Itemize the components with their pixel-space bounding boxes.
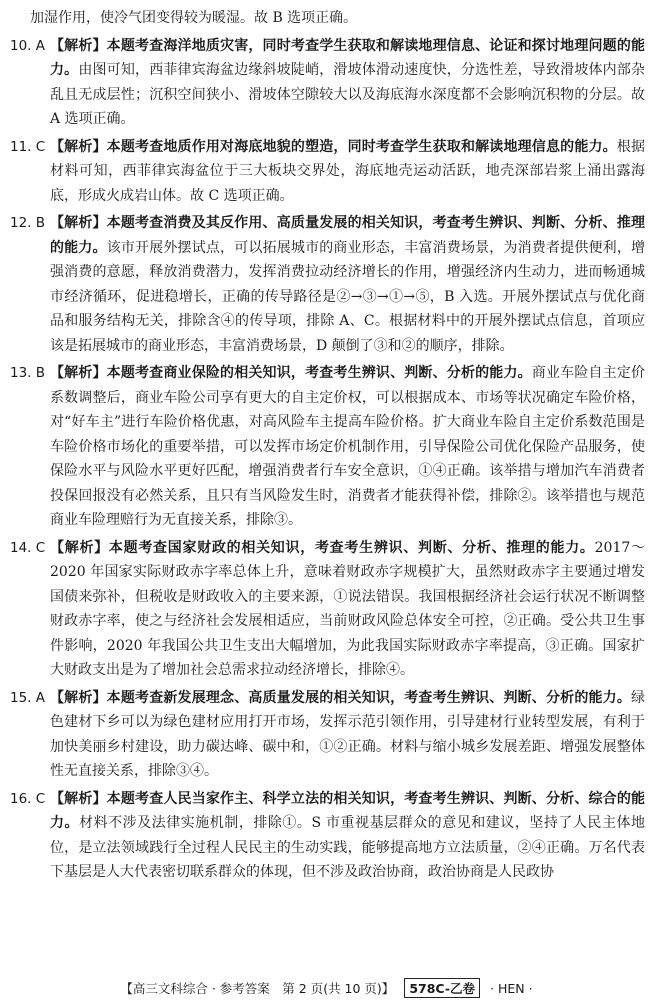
answer-item	[10, 536, 645, 683]
answer-explanation	[50, 34, 645, 132]
answer-number: 12. B	[10, 215, 46, 231]
exam-code-badge: 578C-乙卷	[404, 978, 480, 998]
answer-explanation	[50, 211, 645, 358]
answer-explanation	[50, 686, 645, 784]
answer-number: 11. C	[10, 138, 46, 155]
answer-number: 16. C	[10, 790, 46, 807]
answer-number: 13. B	[10, 365, 46, 381]
answer-explanation	[50, 787, 645, 885]
answer-explanation	[50, 536, 645, 683]
answer-number: 10. A	[10, 37, 45, 54]
explanation-lead: 【解析】本题考查消费及其反作用、高质量发展的相关知识，考查考生辨识、判断、分析、推理的能力。	[50, 215, 645, 256]
answer-item	[10, 34, 645, 132]
answer-item	[10, 211, 645, 358]
answer-item	[10, 686, 645, 784]
explanation-lead: 【解析】本题考查商业保险的相关知识，考查考生辨识、判断、分析的能力。	[50, 365, 532, 381]
answer-item	[10, 787, 645, 885]
answer-item	[10, 135, 645, 209]
explanation-text: 绿色建材下乡可以为绿色建材应用打开市场，发挥示范引领作用，引导建材行业转型发展，有利于加快美丽乡村建设，助力碳达峰、碳中和，①②正确。材料与缩小城乡发展差距、增强发展整体性无直接关系，排除③④。	[50, 689, 645, 779]
explanation-text: 根据材料可知，西菲律宾海盆位于三大板块交界处，海底地壳运动活跃，地壳深部岩浆上涌出露海底，形成火成岩山体。故 C 选项正确。	[50, 138, 645, 204]
explanation-lead: 【解析】本题考查海洋地质灾害，同时考查学生获取和解读地理信息、论证和探讨地理问题的能力。	[50, 37, 645, 78]
explanation-text: 该市开展外摆试点，可以拓展城市的商业形态，丰富消费场景，为消费者提供便利，增强消费的意愿，释放消费潜力，发挥消费拉动经济增长的作用，增强经济内生动力，进而畅通城市经济循环，促进稳增长，正确的传导路径是②→③→①→⑤，B 入选。开展外摆试点与优化商品和服务结构无关，排除含④的传导项，排除 A、C。根据材料中的开展外摆试点信息，首项应该是拓展城市的商业形态，丰富消费场景，D 颠倒了③和②的顺序，排除。	[50, 239, 646, 354]
continuation-text: 加湿作用，使冷气团变得较为暖湿。故 B 选项正确。	[30, 10, 358, 26]
answer-explanation	[50, 361, 645, 533]
explanation-text: 由图可知，西菲律宾海盆边缘斜坡陡峭，滑坡体滑动速度快，分选性差，导致滑坡体内部杂乱且无成层性；沉积空间狭小、滑坡体空隙较大以及海底海水深度都不会影响沉积物的分层。故 A 选项正确。	[50, 62, 645, 127]
answer-list	[10, 34, 645, 885]
answer-number: 14. C	[10, 539, 46, 556]
answer-number: 15. A	[10, 689, 45, 706]
explanation-lead: 【解析】本题考查人民当家作主、科学立法的相关知识，考查考生辨识、判断、分析、综合的能力。	[50, 790, 645, 831]
page-footer	[0, 978, 653, 998]
explanation-lead: 【解析】本题考查地质作用对海底地貌的塑造，同时考查学生获取和解读地理信息的能力。	[50, 138, 617, 155]
explanation-lead: 【解析】本题考查国家财政的相关知识，考查考生辨识、判断、分析、推理的能力。	[50, 539, 595, 556]
explanation-text: 商业车险自主定价系数调整后，商业车险公司享有更大的自主定价权，可以根据成本、市场等状况确定车险价格，对“好车主”进行车险价格优惠，对高风险车主提高车险价格。扩大商业车险自主定价系数范围是车险价格市场化的重要举措，可以发挥市场定价机制作用，引导保险公司优化保险产品服务，使保险水平与风险水平更好匹配，增强消费者行车安全意识，①④正确。该举措与增加汽车消费者投保回报没有必然关系，且只有当风险发生时，消费者才能获得补偿，排除②。该举措也与规范商业车险理赔行为无直接关系，排除③。	[50, 365, 646, 528]
explanation-lead: 【解析】本题考查新发展理念、高质量发展的相关知识，考查考生辨识、判断、分析的能力。	[50, 689, 631, 706]
footer-region: · HEN ·	[490, 980, 533, 996]
answer-explanation	[50, 135, 645, 209]
explanation-text: 材料不涉及法律实施机制，排除①。S 市重视基层群众的意见和建议，坚持了人民主体地位，是立法领域践行全过程人民民主的生动实践，能够提高地方立法质量，②④正确。万名代表下基层是人大代表密切联系群众的体现，但不涉及政治协商，政治协商是人民政协	[50, 815, 646, 880]
footer-title: 【高三文科综合 · 参考答案 第 2 页(共 10 页)】	[120, 981, 395, 996]
explanation-text: 2017～2020 年国家实际财政赤字率总体上升，意味着财政赤字规模扩大，虽然财政赤字主要通过增发国债来弥补，但税收是财政收入的主要来源，①说法错误。我国根据经济社会运行状况不断调整财政赤字率，使之与经济社会发展相适应，当前财政风险总体安全可控，②正确。受公共卫生事件影响，2020 年我国公共卫生支出大幅增加，为此我国实际财政赤字率提高，③正确。国家扩大财政支出是为了增加社会总需求拉动经济增长，排除④。	[50, 539, 645, 678]
answer-item	[10, 361, 645, 533]
